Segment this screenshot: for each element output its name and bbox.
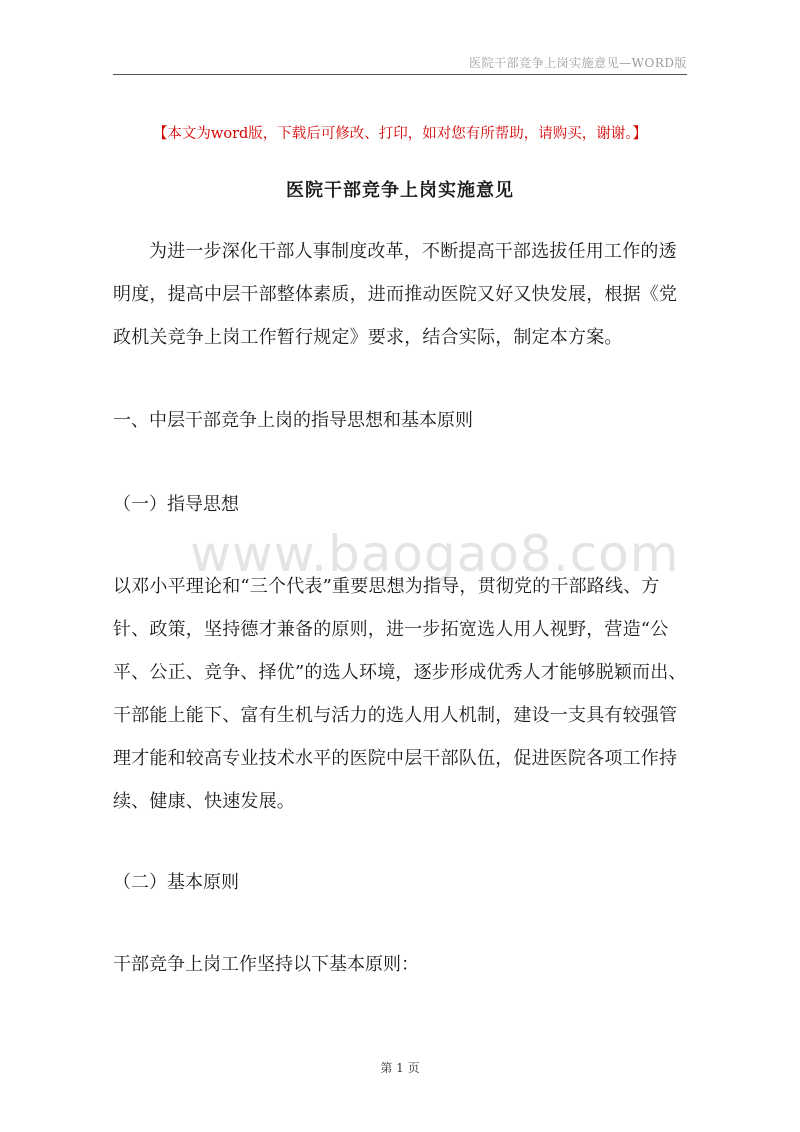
watermark: www.baogao8.com xyxy=(190,525,680,583)
running-header: 医院干部竞争上岗实施意见—WORD版 xyxy=(469,56,687,70)
subsection-heading-guiding: （一）指导思想 xyxy=(113,494,239,515)
download-notice: 【本文为word版，下载后可修改、打印，如对您有所帮助，请购买，谢谢。】 xyxy=(152,126,648,142)
header-divider xyxy=(113,74,687,75)
subsection-heading-principles: （二）基本原则 xyxy=(113,872,239,893)
section-heading-1: 一、中层干部竞争上岗的指导思想和基本原则 xyxy=(113,410,473,431)
document-title: 医院干部竞争上岗实施意见 xyxy=(286,180,514,201)
page-number: 第 1 页 xyxy=(380,1061,420,1075)
guiding-paragraph: 以邓小平理论和“三个代表”重要思想为指导，贯彻党的干部路线、方针、政策，坚持德才兼备的原则，进一步拓宽选人用人视野，营造“公平、公正、竞争、择优”的选人环境，逐步形成优秀人才能够脱颖而出、干部能上能下、富有生机与活力的选人用人机制，建设一支具有较强管理才能和较高专业技术水平的医院中层干部队伍，促进医院各项工作持续、健康、快速发展。 xyxy=(113,576,687,812)
principles-intro: 干部竞争上岗工作坚持以下基本原则： xyxy=(113,954,419,975)
intro-paragraph: 为进一步深化干部人事制度改革，不断提高干部选拔任用工作的透明度，提高中层干部整体素质，进而推动医院又好又快发展，根据《党政机关竞争上岗工作暂行规定》要求，结合实际，制定本方案。 xyxy=(113,241,678,348)
